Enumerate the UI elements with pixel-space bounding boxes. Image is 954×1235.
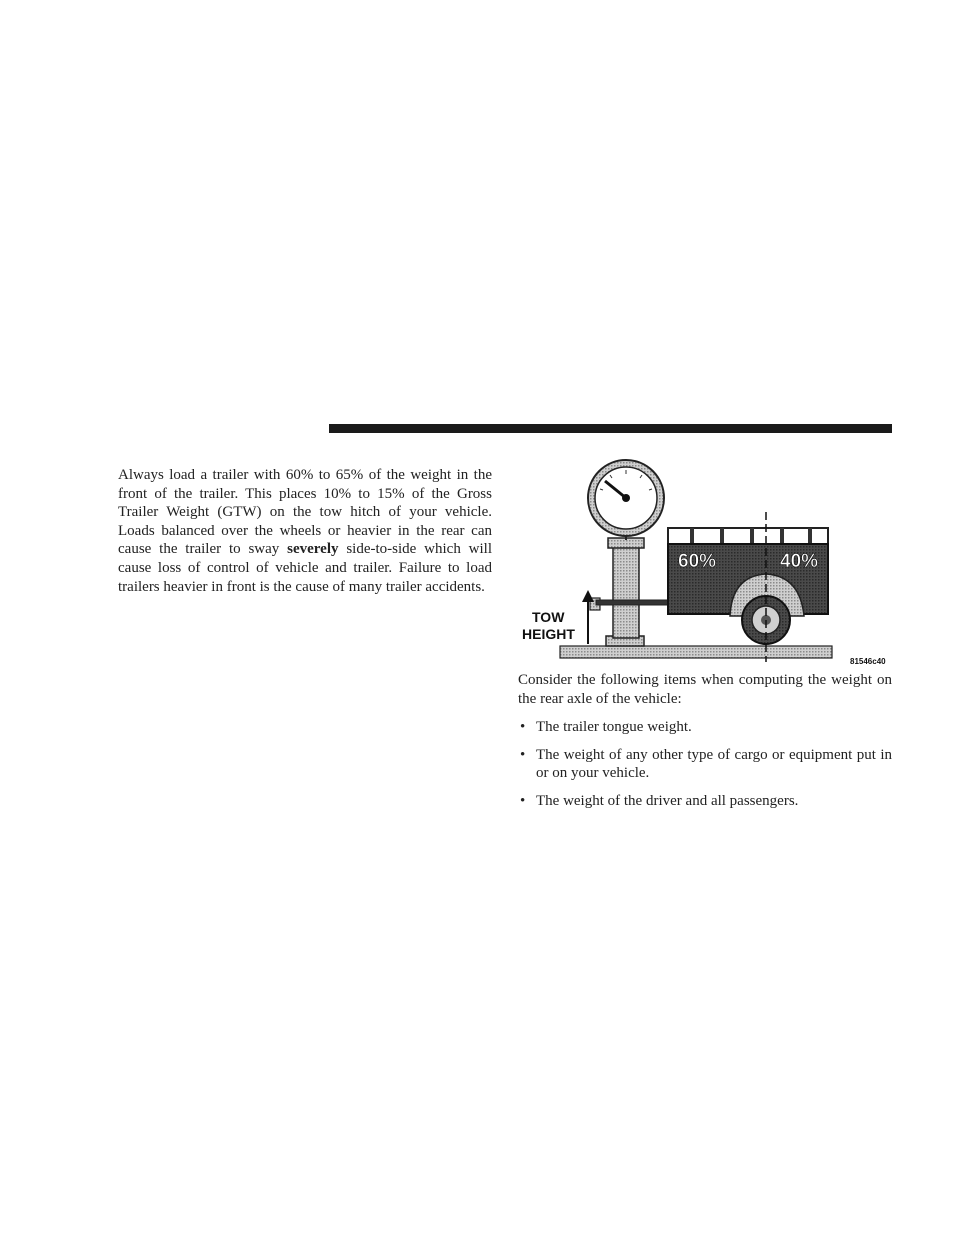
intro-paragraph: Consider the following items when computing the weight on the rear axle of the vehicle: (518, 672, 892, 707)
rear-percentage: 40% (780, 551, 819, 572)
bullet-dot: • (520, 792, 526, 809)
paragraph-emphasis: severely (287, 541, 339, 558)
list-item-text: The weight of the driver and all passengers. (536, 792, 799, 809)
front-percentage: 60% (678, 551, 717, 572)
list-item-text: The trailer tongue weight. (536, 719, 692, 736)
list-item (518, 718, 892, 737)
list-item (518, 792, 892, 811)
paragraph-text-end: side-to-side which will cause loss of control of vehicle and trailer. Failure to load trailers heavier in front is the cause of many trailer accidents. (118, 541, 492, 595)
ground (560, 646, 832, 658)
trailer-illustration (518, 456, 892, 672)
bullet-dot: • (520, 746, 526, 763)
right-column (518, 671, 892, 820)
bullet-list (518, 718, 892, 810)
header-rule (329, 424, 892, 433)
list-item (518, 746, 892, 783)
bullet-dot: • (520, 719, 526, 736)
figure-code: 81546c40 (850, 657, 886, 666)
paragraph-text-start: Always load a trailer with 60% to 65% of the weight in the front of the trailer. This places 10% to 15% of the Gross Trailer Weight (GTW) on the tow hitch of your vehicle. Loads balanced over the wheels or heavier in the rear can cause the trailer to sway (118, 467, 492, 558)
tow-label-line2: HEIGHT (522, 626, 575, 642)
list-item-text: The weight of any other type of cargo or equipment put in or on your vehicle. (536, 746, 892, 782)
loading-paragraph (118, 466, 492, 596)
tongue-bar (596, 600, 668, 605)
scale-post (613, 546, 639, 638)
left-column (118, 466, 492, 596)
tow-label-line1: TOW (532, 609, 565, 625)
trailer-weight-figure (518, 456, 892, 672)
